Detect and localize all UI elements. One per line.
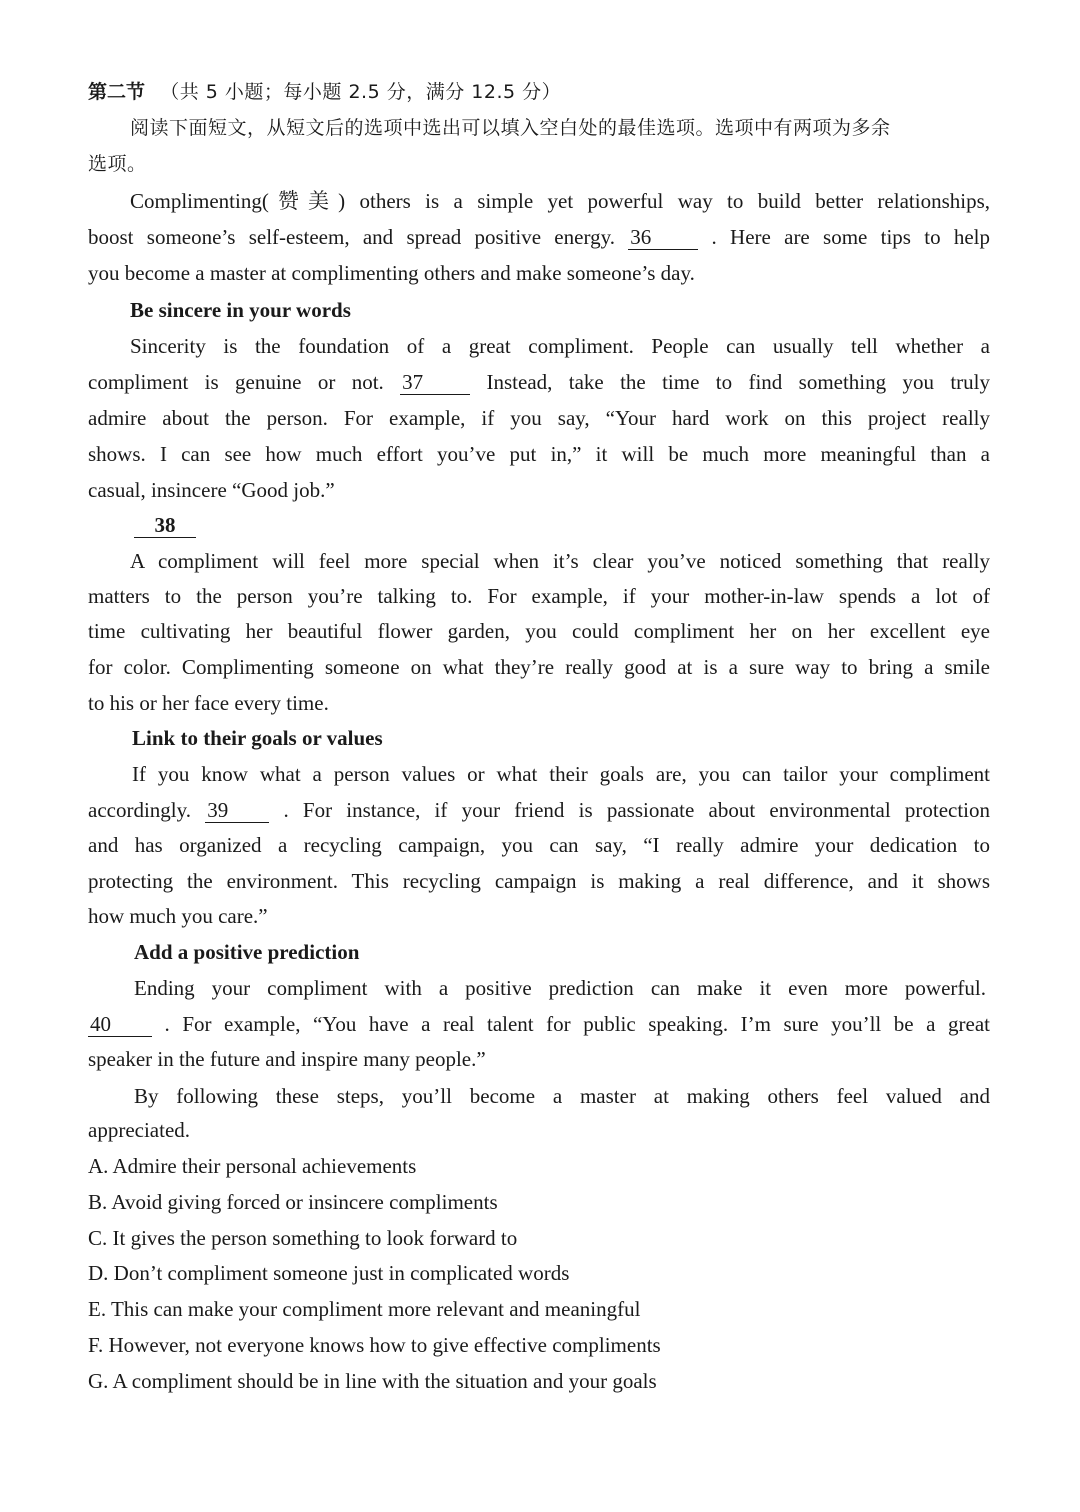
p6-line-1: By following these steps, you’ll become a master at making others feel valued and (134, 1084, 990, 1108)
p4-line-1: If you know what a person values or what their goals are, you can tailor your compliment (132, 762, 990, 786)
blank-40[interactable]: 40 (88, 1012, 152, 1037)
section-title: 第二节 (88, 81, 146, 103)
p4-line-2-text-b: . For instance, if your friend is passionate about environmental protection (283, 798, 991, 822)
heading-be-sincere: Be sincere in your words (130, 298, 351, 322)
p1-line-2-text-b: . Here are some tips to help (711, 225, 991, 249)
instructions-line-1: 阅读下面短文，从短文后的选项中选出可以填入空白处的最佳选项。选项中有两项为多余 (130, 117, 891, 139)
p1-line-1: Complimenting(赞美) others is a simple yet powerful way to build better relationships, (130, 189, 990, 213)
p4-line-4: protecting the environment. This recycling campaign is making a real difference, and it shows (88, 869, 990, 893)
p4-line-3: and has organized a recycling campaign, you can say, “I really admire your dedication to (88, 833, 990, 857)
p3-line-3: time cultivating her beautiful flower garden, you could compliment her on her excellent eye (88, 619, 990, 643)
p3-line-5: to his or her face every time. (88, 691, 329, 715)
p2-line-2-text-a: compliment is genuine or not. (88, 370, 384, 394)
p5-line-3: speaker in the future and inspire many people.” (88, 1047, 486, 1071)
p4-line-2 (88, 795, 990, 825)
blank-39[interactable]: 39 (205, 798, 269, 823)
blank-37[interactable]: 37 (400, 370, 470, 395)
section-header (88, 76, 990, 107)
p3-line-2: matters to the person you’re talking to. For example, if your mother-in-law spends a lot of (88, 584, 990, 608)
p2-line-4: shows. I can see how much effort you’ve put in,” it will be much more meaningful than a (88, 442, 990, 466)
blank-38[interactable]: 38 (134, 513, 196, 538)
p4-line-2-text-a: accordingly. (88, 798, 192, 822)
p2-line-2 (88, 367, 990, 397)
p6-line-2: appreciated. (88, 1118, 191, 1142)
p1-line-2-text-a: boost someone’s self-esteem, and spread positive energy. (88, 225, 615, 249)
heading-positive-prediction: Add a positive prediction (134, 940, 360, 964)
option-d[interactable]: D. Don’t compliment someone just in complicated words (88, 1261, 570, 1285)
p5-line-1: Ending your compliment with a positive prediction can make it even more powerful. (134, 976, 986, 1000)
option-a[interactable]: A. Admire their personal achievements (88, 1154, 417, 1178)
p5-line-2-text-b: . For example, “You have a real talent for public speaking. I’m sure you’ll be a great (164, 1012, 990, 1036)
section-info: （共 5 小题；每小题 2.5 分，满分 12.5 分） (160, 81, 562, 103)
option-e[interactable]: E. This can make your compliment more relevant and meaningful (88, 1297, 641, 1321)
p3-line-1: A compliment will feel more special when it’s clear you’ve noticed something that really (130, 549, 990, 573)
p2-line-2-text-b: Instead, take the time to find something you truly (486, 370, 991, 394)
option-c[interactable]: C. It gives the person something to look forward to (88, 1226, 518, 1250)
blank-36[interactable]: 36 (628, 225, 698, 250)
heading-link-goals: Link to their goals or values (132, 726, 383, 750)
p1-line-3: you become a master at complimenting others and make someone’s day. (88, 261, 695, 285)
p5-line-2 (88, 1009, 990, 1039)
instructions-line-2: 选项。 (88, 153, 147, 175)
p2-line-1: Sincerity is the foundation of a great compliment. People can usually tell whether a (130, 334, 990, 358)
option-b[interactable]: B. Avoid giving forced or insincere compliments (88, 1190, 498, 1214)
p1-line-2 (88, 222, 990, 252)
p3-line-4: for color. Complimenting someone on what they’re really good at is a sure way to bring a smile (88, 655, 990, 679)
p2-line-3: admire about the person. For example, if you say, “Your hard work on this project really (88, 406, 990, 430)
option-f[interactable]: F. However, not everyone knows how to give effective compliments (88, 1333, 661, 1357)
option-g[interactable]: G. A compliment should be in line with the situation and your goals (88, 1369, 657, 1393)
heading-blank-38-line (134, 510, 1036, 540)
p2-line-5: casual, insincere “Good job.” (88, 478, 335, 502)
p4-line-5: how much you care.” (88, 904, 268, 928)
